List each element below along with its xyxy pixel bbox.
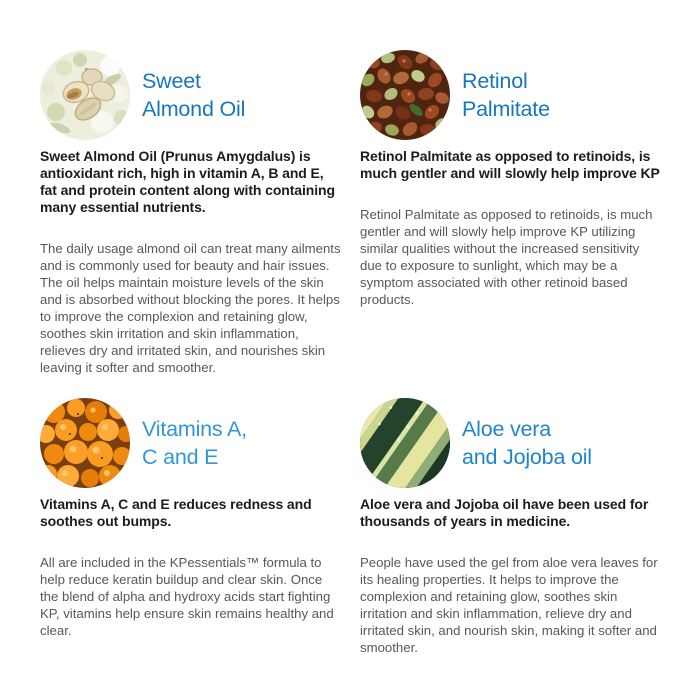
card-title bbox=[142, 67, 245, 123]
card-body-text: Retinol Palmitate as opposed to retinoids, is much gentler and will slowly help improve KP utilizing similar qualities without the increased sensitivity due to exposure to sunlight, which may be a symptom associated with other retinoid based products. bbox=[360, 207, 653, 307]
card-title-line2: Almond Oil bbox=[142, 97, 246, 121]
card-header bbox=[40, 398, 342, 488]
vitamins-berries-photo-icon bbox=[40, 398, 130, 488]
card-title-line1: Retinol bbox=[462, 69, 528, 93]
card-title-line1: Aloe vera bbox=[462, 417, 552, 441]
aloe-jojoba-photo-icon bbox=[360, 398, 450, 488]
card-title bbox=[142, 415, 247, 471]
card-title-line2: and Jojoba oil bbox=[462, 445, 592, 469]
card-title-line2: C and E bbox=[142, 445, 219, 469]
card-body-text: The daily usage almond oil can treat many ailments and is commonly used for beauty and hair issues. The oil helps maintain moisture levels of the skin and is absorbed without blocking the pores. It helps to improve the complexion and retaining glow, soothes skin irritation and skin inflammation, relieves dry and irritated skin, and nourishes skin leaving it softer and smoother. bbox=[40, 241, 341, 375]
card-subheading: Vitamins A, C and E reduces redness and soothes out bumps. bbox=[40, 496, 312, 529]
card-header bbox=[40, 50, 342, 140]
card-subheading: Aloe vera and Jojoba oil have been used for thousands of years in medicine. bbox=[360, 496, 649, 529]
card-retinol-palmitate bbox=[360, 50, 662, 398]
card-title bbox=[462, 67, 550, 123]
card-aloe-jojoba bbox=[360, 398, 662, 656]
card-vitamins-ace bbox=[40, 398, 342, 656]
card-title-line1: Sweet bbox=[142, 69, 201, 93]
card-title bbox=[462, 415, 592, 471]
card-title-line2: Palmitate bbox=[462, 97, 550, 121]
almond-photo-icon bbox=[40, 50, 130, 140]
card-subheading: Sweet Almond Oil (Prunus Amygdalus) is antioxidant rich, high in vitamin A, B and E, fat and protein content along with containing many essential nutrients. bbox=[40, 148, 335, 215]
retinol-beans-photo-icon bbox=[360, 50, 450, 140]
card-subheading: Retinol Palmitate as opposed to retinoids, is much gentler and will slowly help improve KP bbox=[360, 148, 660, 181]
card-body-text: People have used the gel from aloe vera leaves for its healing properties. It helps to improve the complexion and retaining glow, soothes skin irritation and skin inflammation, relieve dry and irritated skin, and nourish skin, making it softer and smoother. bbox=[360, 555, 658, 655]
card-header bbox=[360, 50, 662, 140]
card-title-line1: Vitamins A, bbox=[142, 417, 247, 441]
card-sweet-almond-oil bbox=[40, 50, 342, 398]
card-body-text: All are included in the KPessentials™ formula to help reduce keratin buildup and clear skin. Once the blend of alpha and hydroxy acids start fighting KP, vitamins help ensure skin remains healthy and clear. bbox=[40, 555, 334, 638]
card-header bbox=[360, 398, 662, 488]
